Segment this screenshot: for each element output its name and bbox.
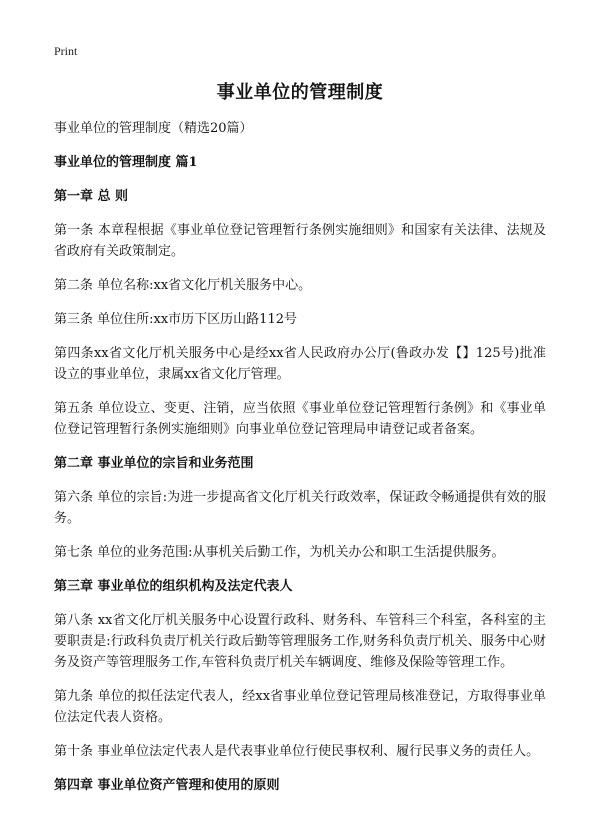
- paragraph: 第二条 单位名称:xx省文化厅机关服务中心。: [54, 278, 312, 293]
- paragraph: 第五条 单位设立、变更、注销，应当依照《事业单位登记管理暂行条例》和《事业单位登记管理暂行条例实施细则》向事业单位登记管理局申请登记或者备案。: [54, 401, 546, 437]
- paragraph: 第一条 本章程根据《事业单位登记管理暂行条例实施细则》和国家有关法律、法规及省政府有关政策制定。: [54, 223, 546, 259]
- paragraph: 第三条 单位住所:xx市历下区历山路112号: [54, 312, 297, 327]
- paragraph: 第九条 单位的拟任法定代表人，经xx省事业单位登记管理局核准登记，方取得事业单位法定代表人资格。: [54, 689, 546, 725]
- chapter-2-heading: 第二章 事业单位的宗旨和业务范围: [54, 456, 254, 471]
- paragraph: 第六条 单位的宗旨:为进一步提高省文化厅机关行政效率，保证政令畅通提供有效的服务。: [54, 490, 546, 526]
- chapter-4-heading: 第四章 事业单位资产管理和使用的原则: [54, 778, 280, 793]
- paragraph: 第七条 单位的业务范围:从事机关后勤工作，为机关办公和职工生活提供服务。: [54, 545, 505, 560]
- document-title: 事业单位的管理制度: [216, 82, 384, 103]
- subtitle: 事业单位的管理制度（精选20篇）: [54, 121, 253, 136]
- paragraph: 第四条xx省文化厅机关服务中心是经xx省人民政府办公厅(鲁政办发【】125号)批准设立的事业单位，隶属xx省文化厅管理。: [54, 346, 546, 382]
- chapter-1-heading: 第一章 总 则: [54, 189, 129, 204]
- chapter-3-heading: 第三章 事业单位的组织机构及法定代表人: [54, 579, 293, 594]
- paragraph: 第八条 xx省文化厅机关服务中心设置行政科、财务科、车管科三个科室，各科室的主要职责是:行政科负责厅机关行政后勤等管理服务工作,财务科负责厅机关、服务中心财务及资产等管理服务工作,车管科负责厅机关车辆调度、维修及保险等管理工作。: [54, 613, 546, 670]
- document-body: [54, 118, 546, 809]
- paragraph: 第十条 事业单位法定代表人是代表事业单位行使民事权利、履行民事义务的责任人。: [54, 744, 540, 759]
- article-heading: 事业单位的管理制度 篇1: [54, 155, 198, 170]
- print-link[interactable]: Print: [54, 44, 78, 58]
